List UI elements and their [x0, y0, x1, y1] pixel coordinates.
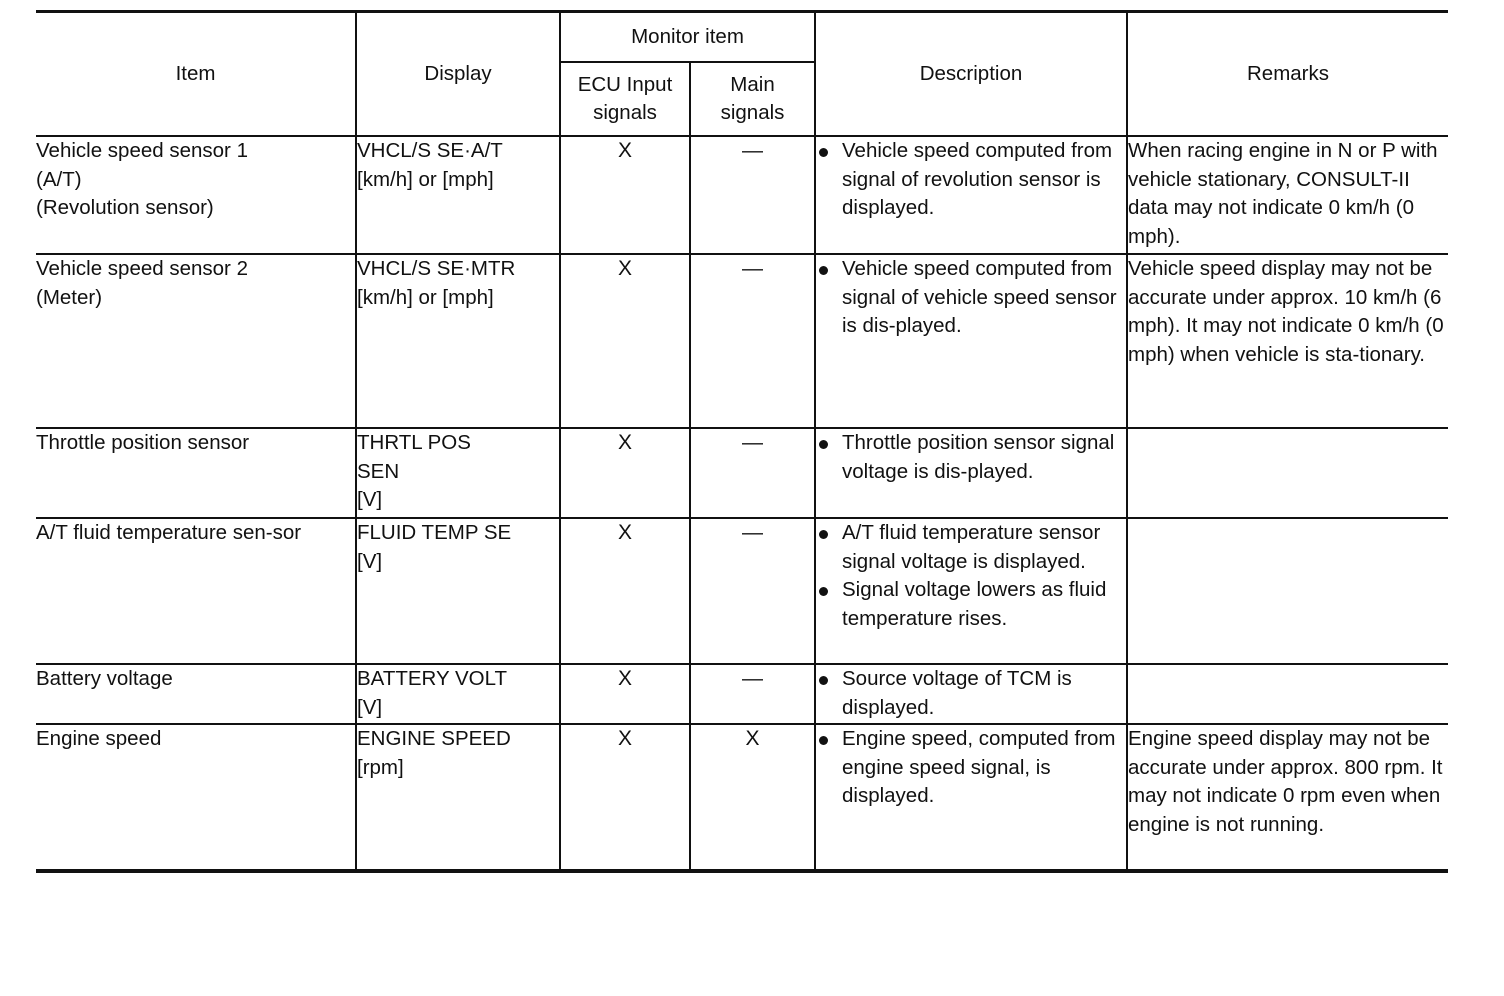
display-cell: VHCL/S SE·MTR [km/h] or [mph]	[356, 254, 560, 428]
header-display: Display	[356, 12, 560, 137]
table-row	[36, 664, 1448, 724]
remarks-cell: Engine speed display may not be accurate under approx. 800 rpm. It may not indicate 0 rpm even when engine is not running.	[1127, 724, 1448, 871]
spec-sheet	[36, 10, 1448, 873]
description-cell	[815, 254, 1127, 428]
remarks-cell	[1127, 428, 1448, 518]
item-cell: Engine speed	[36, 724, 356, 871]
table-row	[36, 254, 1448, 428]
monitor-item-table	[36, 10, 1448, 873]
header-item: Item	[36, 12, 356, 137]
display-cell: THRTL POS SEN [V]	[356, 428, 560, 518]
description-cell	[815, 136, 1127, 254]
ecu-input-mark: X	[560, 664, 690, 724]
remarks-cell	[1127, 664, 1448, 724]
description-bullet: Throttle position sensor signal voltage is dis-played.	[816, 429, 1126, 486]
table-row	[36, 428, 1448, 518]
item-cell: Vehicle speed sensor 2 (Meter)	[36, 254, 356, 428]
header-ecu-input-signals: ECU Input signals	[560, 62, 690, 136]
description-bullet: Source voltage of TCM is displayed.	[816, 665, 1126, 722]
item-cell: Vehicle speed sensor 1 (A/T) (Revolution sensor)	[36, 136, 356, 254]
description-bullet: Vehicle speed computed from signal of revolution sensor is displayed.	[816, 137, 1126, 223]
main-signal-mark: —	[690, 254, 815, 428]
ecu-input-mark: X	[560, 518, 690, 664]
main-signal-mark: —	[690, 664, 815, 724]
display-cell: ENGINE SPEED [rpm]	[356, 724, 560, 871]
description-bullet: Vehicle speed computed from signal of vehicle speed sensor is dis-played.	[816, 255, 1126, 341]
remarks-cell: When racing engine in N or P with vehicle stationary, CONSULT-II data may not indicate 0 km/h (0 mph).	[1127, 136, 1448, 254]
description-cell	[815, 428, 1127, 518]
description-bullet: Engine speed, computed from engine speed signal, is displayed.	[816, 725, 1126, 811]
description-bullet: A/T fluid temperature sensor signal voltage is displayed.	[816, 519, 1126, 576]
display-cell: FLUID TEMP SE [V]	[356, 518, 560, 664]
ecu-input-mark: X	[560, 724, 690, 871]
remarks-cell: Vehicle speed display may not be accurate under approx. 10 km/h (6 mph). It may not indicate 0 km/h (0 mph) when vehicle is sta-tionary.	[1127, 254, 1448, 428]
display-cell: VHCL/S SE·A/T [km/h] or [mph]	[356, 136, 560, 254]
description-bullet: Signal voltage lowers as fluid temperature rises.	[816, 576, 1126, 633]
display-cell: BATTERY VOLT [V]	[356, 664, 560, 724]
header-main-signals: Main signals	[690, 62, 815, 136]
ecu-input-mark: X	[560, 428, 690, 518]
header-monitor-item: Monitor item	[560, 12, 815, 63]
description-cell	[815, 724, 1127, 871]
main-signal-mark: —	[690, 428, 815, 518]
item-cell: Battery voltage	[36, 664, 356, 724]
remarks-cell	[1127, 518, 1448, 664]
table-row	[36, 518, 1448, 664]
description-cell	[815, 664, 1127, 724]
table-row	[36, 136, 1448, 254]
item-cell: Throttle position sensor	[36, 428, 356, 518]
ecu-input-mark: X	[560, 254, 690, 428]
header-description: Description	[815, 12, 1127, 137]
ecu-input-mark: X	[560, 136, 690, 254]
item-cell: A/T fluid temperature sen-sor	[36, 518, 356, 664]
table-row	[36, 724, 1448, 871]
main-signal-mark: —	[690, 136, 815, 254]
main-signal-mark: —	[690, 518, 815, 664]
main-signal-mark: X	[690, 724, 815, 871]
header-remarks: Remarks	[1127, 12, 1448, 137]
description-cell	[815, 518, 1127, 664]
